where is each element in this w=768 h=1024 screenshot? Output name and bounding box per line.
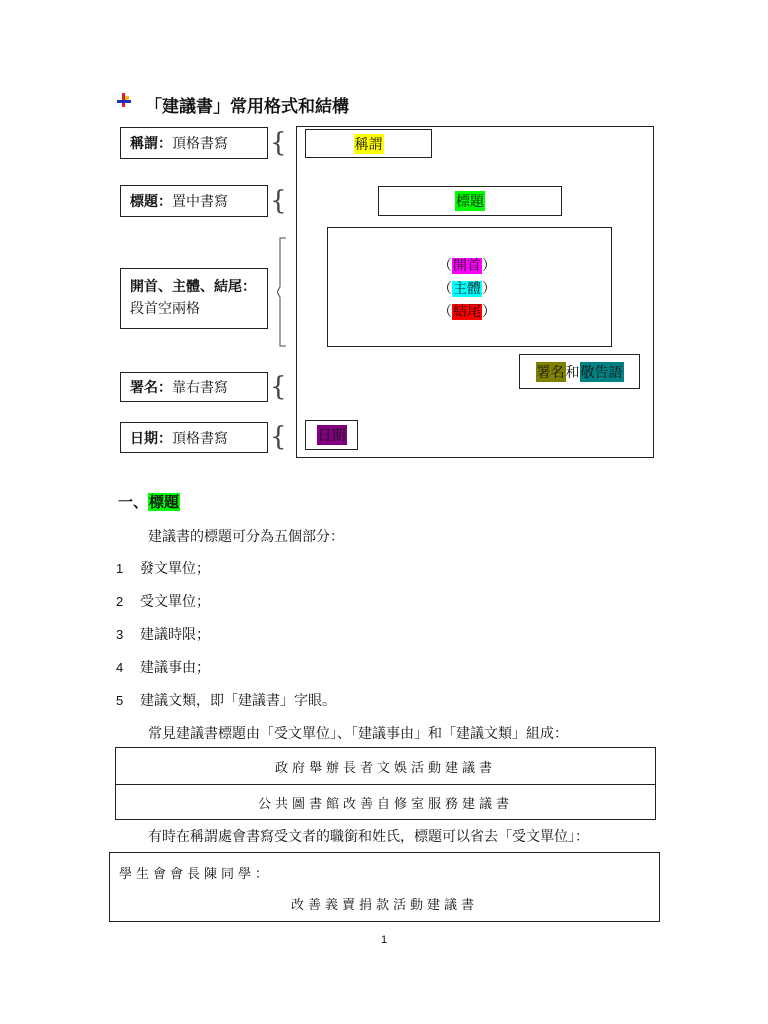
body-main: 主體 (453, 281, 481, 297)
brace-icon: { (270, 128, 287, 158)
table-row: 公共圖書館改善自修室服務建議書 (257, 797, 513, 812)
body-end: 結尾 (453, 304, 481, 320)
brace-icon: { (270, 422, 287, 452)
example-salutation: 學生會會長陳同學： (119, 867, 273, 882)
omit-text: 有時在稱謂處會書寫受文者的職銜和姓氏，標題可以省去「受文單位」： (148, 829, 589, 845)
table-row: 政府舉辦長者文娛活動建議書 (116, 748, 655, 785)
diagram-date: 日期 (305, 420, 358, 450)
list-item: 3 建議時限； (116, 627, 210, 643)
long-bracket (277, 237, 285, 347)
brace-icon: { (270, 186, 287, 216)
body-open: 開首 (453, 258, 481, 274)
label-salutation: 稱謂 ： 頂格書寫 (120, 127, 268, 159)
page-heading: 「建議書」常用格式和結構 (145, 97, 349, 117)
label-title: 標題 ： 置中書寫 (120, 185, 268, 217)
common-text: 常見建議書標題由「受文單位」、「建議事由」和「建議文類」組成： (148, 726, 568, 742)
page-number: 1 (380, 934, 388, 946)
diagram-salutation: 稱謂 (305, 129, 432, 158)
section-heading: 一、標題 (118, 493, 180, 511)
list-item: 1 發文單位； (116, 561, 210, 577)
list-item: 2 受文單位； (116, 594, 210, 610)
diagram-title: 標題 (378, 186, 562, 216)
brace-icon: { (270, 372, 287, 402)
list-item: 4 建議事由； (116, 660, 210, 676)
examples-table (115, 747, 656, 820)
label-body: 開首、主體、結尾： 段首空兩格 (120, 268, 268, 329)
label-date: 日期 ： 頂格書寫 (120, 422, 268, 453)
bullet-cross-icon (117, 93, 131, 107)
example-box (109, 852, 660, 922)
example-title: 改善義賣捐款活動建議書 (290, 898, 478, 913)
label-signature: 署名 ： 靠右書寫 (120, 372, 268, 402)
diagram-signature: 署名 和 敬告語 (519, 354, 640, 389)
list-item: 5 建議文類，即「建議書」字眼。 (116, 693, 336, 709)
intro-text: 建議書的標題可分為五個部分： (148, 529, 344, 545)
diagram-body: （開首） （主體） （結尾） (327, 227, 612, 347)
